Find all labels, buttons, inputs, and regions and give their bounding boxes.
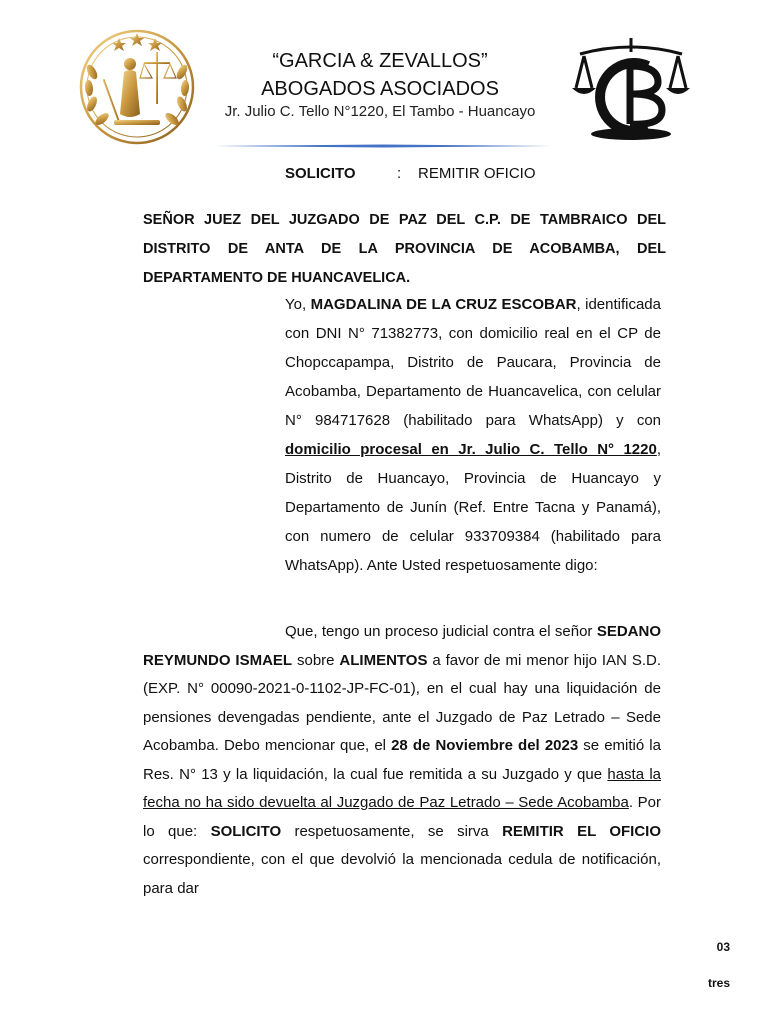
firm-name-line1: “GARCIA & ZEVALLOS” xyxy=(272,50,488,72)
petitioner-name: MAGDALINA DE LA CRUZ ESCOBAR xyxy=(310,296,577,313)
resolution-date: 28 de Noviembre del 2023 xyxy=(391,737,579,754)
defendant-name: SEDANO REYMUNDO ISMAEL xyxy=(143,623,661,669)
firm-address: Jr. Julio C. Tello N°1220, El Tambo - Huancayo xyxy=(224,103,536,120)
body-text: se emitió la Res. N° 13 y la liquidación, la cual fue remitida a su Juzgado y que xyxy=(143,737,661,783)
underlined-statement: hasta la fecha no ha sido devuelta al Juzgado de Paz Letrado – Sede Acobamba xyxy=(143,765,661,811)
body-text: sobre xyxy=(292,651,340,669)
body-text: . Por lo que: xyxy=(143,794,661,840)
introduction-paragraph xyxy=(285,290,661,580)
intro-text: Yo, xyxy=(285,296,311,313)
firm-name-line2: ABOGADOS ASOCIADOS xyxy=(261,78,499,100)
subject-colon: : xyxy=(397,165,402,182)
lady-justice-logo xyxy=(74,22,200,152)
subject-value: REMITIR OFICIO xyxy=(418,165,536,182)
page-number-digits: 03 xyxy=(716,940,730,954)
body-text: a favor de mi menor hijo IAN S.D. (EXP. N° 00090-2021-0-1102-JP-FC-01), en el cual hay una liquidación de pensiones devengadas pendiente, ante el Juzgado de Paz Letrado – Sede Acobamba. Debo mencionar que, el xyxy=(143,651,661,754)
intro-text: , identificada con DNI N° 71382773, con domicilio real en el CP de Chopccapampa, Distrito de Paucara, Provincia de Acobamba, Departamento de Huancavelica, con celular N° 984717628 (habilitado para WhatsApp) y con xyxy=(285,296,661,429)
case-matter: ALIMENTOS xyxy=(339,651,428,669)
header-divider xyxy=(214,144,552,148)
intro-text: , Distrito de Huancayo, Provincia de Huancayo y Departamento de Junín (Ref. Entre Tacna y Panamá), con numero de celular 933709384 (habilitado para WhatsApp). Ante Usted respetuosamente digo: xyxy=(285,441,661,574)
procedural-address: domicilio procesal en Jr. Julio C. Tello N° 1220 xyxy=(285,441,657,458)
page-number-words: tres xyxy=(707,976,730,990)
request-action: REMITIR EL OFICIO xyxy=(502,822,661,840)
body-text: correspondiente, con el que devolvió la mencionada cedula de notificación, para dar xyxy=(143,851,661,897)
body-text: respetuosamente, se sirva xyxy=(281,822,503,840)
body-text: Que, tengo un proceso judicial contra el señor xyxy=(285,623,597,640)
request-keyword: SOLICITO xyxy=(210,822,282,840)
main-paragraph xyxy=(143,618,661,903)
subject-label: SOLICITO xyxy=(285,165,356,182)
scales-monogram-logo xyxy=(570,32,692,142)
addressee-heading: SEÑOR JUEZ DEL JUZGADO DE PAZ DEL C.P. DE TAMBRAICO DEL DISTRITO DE ANTA DE LA PROVINCIA DE ACOBAMBA, DEL DEPARTAMENTO DE HUANCAVELICA. xyxy=(143,212,666,286)
